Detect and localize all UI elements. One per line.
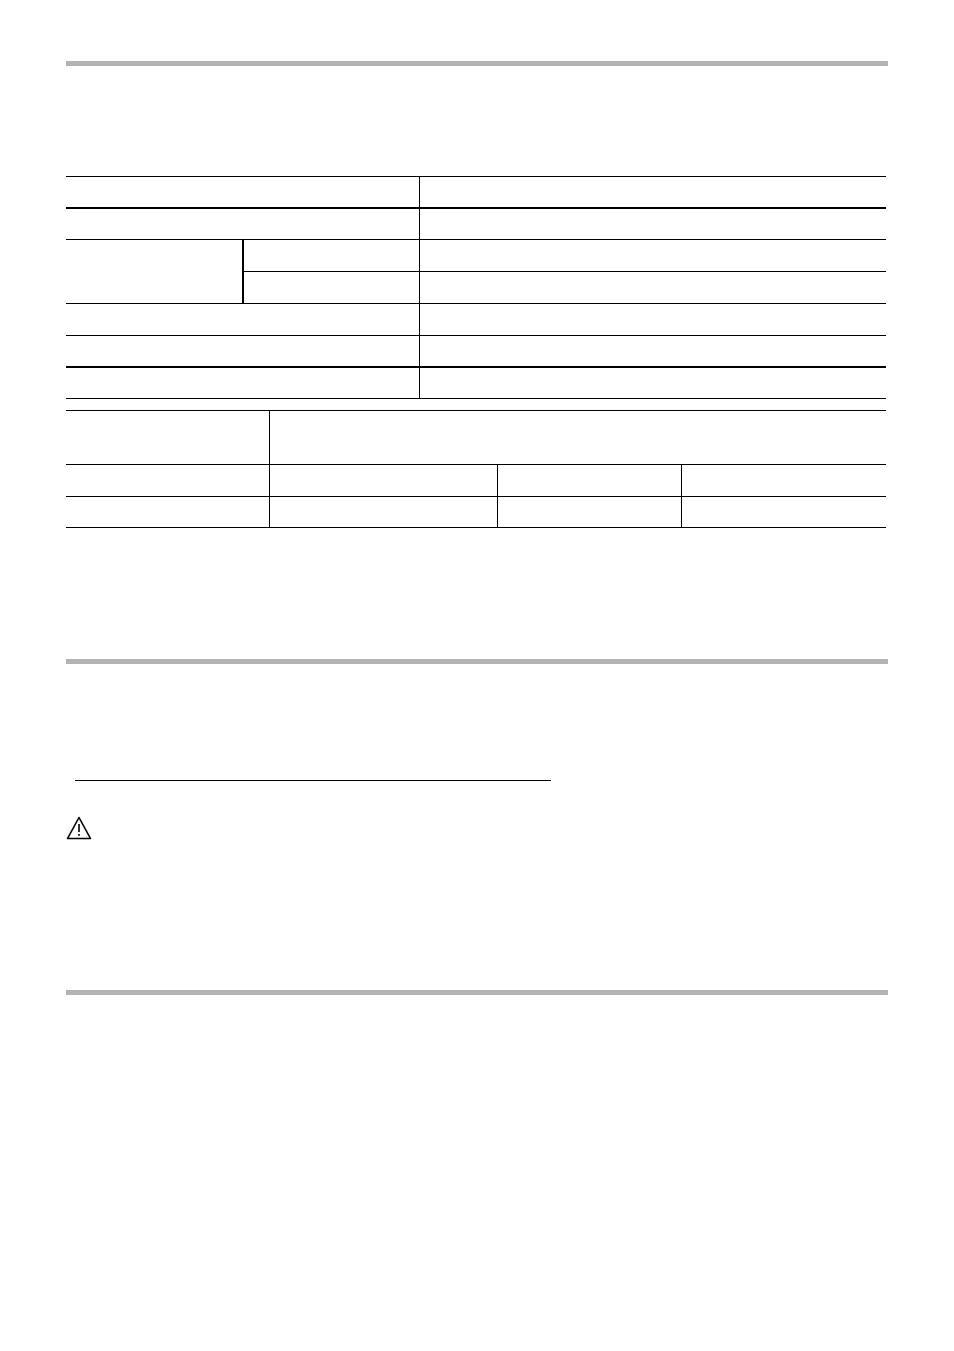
spec-table-row-border (66, 366, 886, 368)
level-table-bottom-border (66, 527, 886, 528)
level-table-row-border (66, 496, 886, 497)
subheading-underline (75, 780, 551, 781)
spec-table-column-divider (419, 176, 420, 399)
spec-table-row-border (66, 207, 886, 209)
level-table-column-divider (497, 464, 498, 528)
spec-table-row-border (243, 271, 886, 272)
level-table-column-divider (269, 410, 270, 528)
spec-table-subcolumn-divider (242, 239, 244, 304)
level-table-column-divider (681, 464, 682, 528)
warning-triangle-icon (66, 816, 92, 840)
section-divider-2 (66, 659, 888, 664)
spec-table-row-border (66, 239, 886, 240)
section-divider-3 (66, 990, 888, 995)
spec-table-row-border (66, 335, 886, 336)
level-table-top-border (66, 410, 886, 411)
level-table-row-border (66, 464, 886, 465)
section-divider-1 (66, 61, 888, 66)
spec-table-bottom-border (66, 398, 886, 399)
spec-table-row-border (66, 303, 886, 304)
spec-table-top-border (66, 176, 886, 177)
